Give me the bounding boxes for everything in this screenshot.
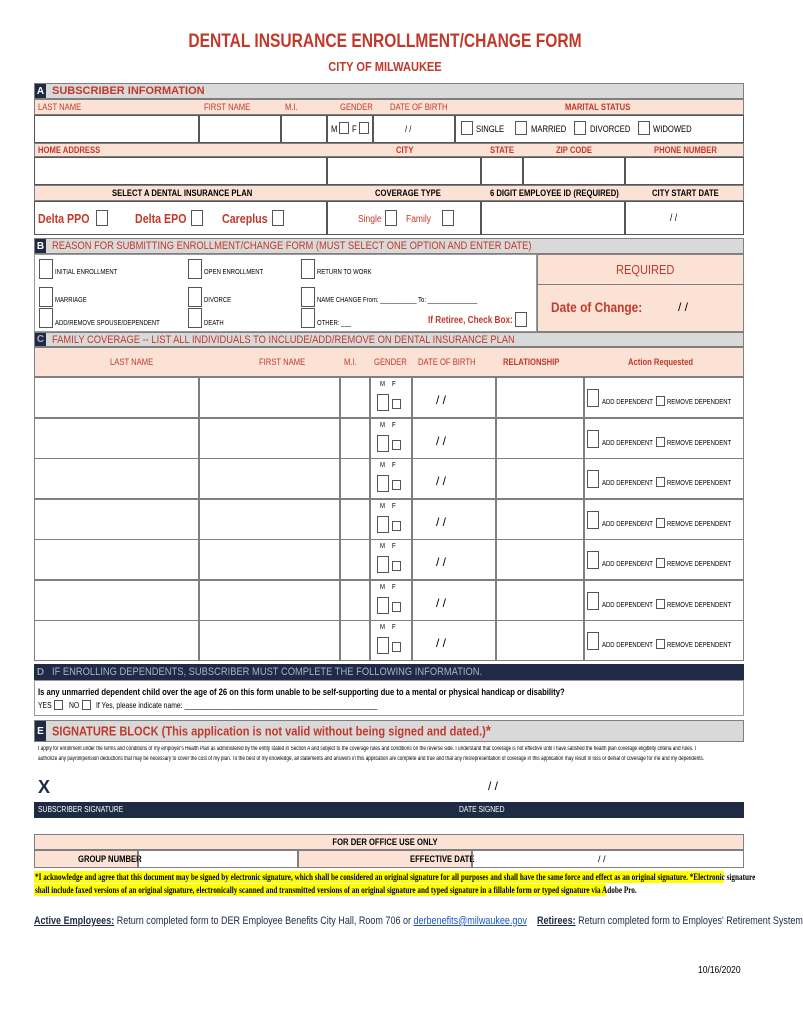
last-name-label: LAST NAME: [38, 102, 82, 112]
divorce-label: DIVORCE: [204, 297, 232, 304]
dep-gender-f-checkbox[interactable]: [392, 399, 401, 409]
authorization-line-2: authorize any payroll/pension deductions that may be necessary to cover the cost of my plan. To the best of my knowledge, all statements and answers in this application are complete and true and that any misrepresentation of coverage in this application may result in loss or denial of coverage for me and my dependents.: [38, 756, 705, 762]
if-yes-name-field[interactable]: If Yes, please indicate name: ___________________________________________________: [96, 701, 378, 710]
dep-gender-m-checkbox[interactable]: [377, 516, 389, 533]
dep-last-name-field[interactable]: [34, 539, 199, 580]
date-of-change-label: Date of Change:: [551, 299, 643, 315]
dep-last-name-field[interactable]: [34, 418, 199, 459]
section-c-header: [34, 332, 744, 347]
gender-label: GENDER: [340, 102, 373, 112]
dep-dob-field[interactable]: [412, 499, 496, 540]
date-signed-slashes[interactable]: / /: [488, 779, 499, 793]
authorization-line-1: I apply for enrollment under the terms and conditions of my employer's Health Plan as administered by the entity stated in Section A and subject to the coverage rules and conditions on the reverse side. I understand that coverage is not effective until I have satisfied the health plan coverage eligibility criteria and rules. I: [38, 746, 696, 752]
yes-checkbox[interactable]: [54, 700, 63, 710]
remove-dependent-checkbox[interactable]: [656, 518, 665, 528]
remove-dependent-label: REMOVE DEPENDENT: [667, 440, 732, 447]
form-subtitle: CITY OF MILWAUKEE: [328, 59, 442, 74]
section-c-title: FAMILY COVERAGE -- LIST ALL INDIVIDUALS TO INCLUDE/ADD/REMOVE ON DENTAL INSURANCE PLAN: [52, 333, 515, 346]
dep-gender-m-label: M: [380, 462, 385, 469]
section-d-letter: D: [36, 666, 45, 678]
required-label: REQUIRED: [616, 262, 675, 277]
dep-gender-m-checkbox[interactable]: [377, 435, 389, 452]
retiree-checkbox[interactable]: [515, 312, 527, 327]
dep-mi-field[interactable]: [340, 377, 370, 418]
disability-question-area: [34, 680, 744, 716]
state-field[interactable]: [481, 157, 523, 185]
no-checkbox[interactable]: [82, 700, 91, 710]
dep-dob-slashes: / /: [436, 555, 447, 569]
home-address-field[interactable]: [34, 157, 327, 185]
remove-dependent-label: REMOVE DEPENDENT: [667, 561, 732, 568]
dep-dob-slashes: / /: [436, 474, 447, 488]
dep-first-name-header: FIRST NAME: [259, 357, 306, 367]
signature-label-bar: [34, 802, 744, 818]
add-dependent-checkbox[interactable]: [587, 551, 599, 569]
notice-line-2: shall include faxed versions of an original signature, electronically scanned and transmitted versions of an original signature and typed signature in a fillable form or typed signature via Adobe Pro.: [35, 885, 637, 895]
dep-mi-field[interactable]: [340, 458, 370, 499]
dep-gender-f-checkbox[interactable]: [392, 480, 401, 490]
dep-gender-m-label: M: [380, 584, 385, 591]
dep-dob-field[interactable]: [412, 418, 496, 459]
city-label: CITY: [396, 145, 414, 155]
delta-ppo-label: Delta PPO: [38, 211, 90, 226]
add-dependent-label: ADD DEPENDENT: [602, 521, 653, 528]
dep-relationship-field[interactable]: [496, 377, 584, 418]
dep-dob-slashes: / /: [436, 515, 447, 529]
add-dependent-label: ADD DEPENDENT: [602, 602, 653, 609]
name-change-checkbox[interactable]: [301, 287, 315, 307]
dep-gender-m-checkbox[interactable]: [377, 597, 389, 614]
dep-dob-field[interactable]: [412, 377, 496, 418]
active-employees-text: Return completed form to DER Employee Benefits City Hall, Room 706 or: [114, 915, 414, 927]
dep-gender-f-checkbox[interactable]: [392, 440, 401, 450]
divorced-label: DIVORCED: [590, 124, 631, 134]
gender-m-label: M: [331, 124, 338, 134]
home-address-label: HOME ADDRESS: [38, 145, 101, 155]
disability-question: Is any unmarried dependent child over the age of 26 on this form unable to be self-supporting due to a mental or physical handicap or disability?: [38, 687, 565, 697]
dep-gender-m-label: M: [380, 503, 385, 510]
divorce-checkbox[interactable]: [188, 287, 202, 307]
coverage-type-label: COVERAGE TYPE: [375, 188, 441, 198]
gender-f-label: F: [352, 124, 357, 134]
section-e-header: [34, 720, 744, 742]
retirees-label: Retirees:: [536, 915, 576, 927]
dep-dob-field[interactable]: [412, 539, 496, 580]
family-coverage-label: Family: [406, 214, 432, 225]
initial-enrollment-label: INITIAL ENROLLMENT: [55, 269, 118, 276]
dep-relationship-field[interactable]: [496, 458, 584, 499]
dep-gender-f-label: F: [392, 543, 396, 550]
dep-last-name-field[interactable]: [34, 499, 199, 540]
effective-date-field[interactable]: [472, 850, 744, 868]
date-signed-label: DATE SIGNED: [459, 805, 505, 814]
add-dependent-checkbox[interactable]: [587, 389, 599, 407]
active-employees-label: Active Employees:: [34, 915, 115, 927]
dep-gender-m-checkbox[interactable]: [377, 556, 389, 573]
dep-gender-f-label: F: [392, 624, 396, 631]
section-a-letter: A: [36, 85, 45, 97]
remove-dependent-checkbox[interactable]: [656, 477, 665, 487]
dob-slashes: / /: [405, 124, 412, 134]
section-e-title-text: SIGNATURE BLOCK (This application is not valid without being signed and dated.): [52, 723, 486, 739]
add-remove-spouse-label: ADD/REMOVE SPOUSE/DEPENDENT: [55, 320, 160, 327]
dep-first-name-field[interactable]: [199, 539, 340, 580]
marital-status-label: MARITAL STATUS: [565, 102, 631, 112]
dep-relationship-field[interactable]: [496, 418, 584, 459]
subscriber-signature-field[interactable]: [56, 780, 452, 802]
dep-relationship-field[interactable]: [496, 580, 584, 621]
mi-field[interactable]: [281, 115, 327, 143]
dep-mi-field[interactable]: [340, 539, 370, 580]
add-dependent-checkbox[interactable]: [587, 592, 599, 610]
dob-field[interactable]: [373, 115, 455, 143]
dep-relationship-field[interactable]: [496, 620, 584, 661]
form-revision-date: 10/16/2020: [698, 965, 741, 976]
remove-dependent-label: REMOVE DEPENDENT: [667, 642, 732, 649]
widowed-checkbox[interactable]: [638, 121, 650, 135]
address-label-strip: [34, 143, 744, 157]
remove-dependent-label: REMOVE DEPENDENT: [667, 480, 732, 487]
single-coverage-label: Single: [358, 214, 382, 225]
dep-mi-field[interactable]: [340, 580, 370, 621]
married-checkbox[interactable]: [515, 121, 527, 135]
zip-label: ZIP CODE: [556, 145, 592, 155]
add-dependent-label: ADD DEPENDENT: [602, 642, 653, 649]
dob-label: DATE OF BIRTH: [390, 102, 448, 112]
gender-m-checkbox[interactable]: [339, 122, 349, 134]
section-a-header: [34, 83, 744, 99]
name-change-label: NAME CHANGE From: ___________ To: _______________: [317, 297, 478, 304]
dep-last-name-field[interactable]: [34, 377, 199, 418]
dep-dob-field[interactable]: [412, 620, 496, 661]
section-b-header: [34, 238, 744, 254]
coverage-type-cell: [327, 201, 481, 235]
dep-gender-f-checkbox[interactable]: [392, 602, 401, 612]
remove-dependent-checkbox[interactable]: [656, 639, 665, 649]
marriage-checkbox[interactable]: [39, 287, 53, 307]
dep-gender-m-label: M: [380, 422, 385, 429]
dep-last-name-field[interactable]: [34, 620, 199, 661]
dep-first-name-field[interactable]: [199, 377, 340, 418]
section-a-label-strip: [34, 99, 744, 115]
dep-last-name-header: LAST NAME: [110, 357, 154, 367]
effective-date-label: EFFECTIVE DATE: [410, 854, 475, 864]
mi-label: M.I.: [285, 102, 298, 112]
careplus-checkbox[interactable]: [272, 210, 284, 226]
dep-dob-header: DATE OF BIRTH: [418, 357, 476, 367]
marriage-label: MARRIAGE: [55, 297, 87, 304]
section-b-letter: B: [36, 240, 45, 252]
dep-relationship-header: RELATIONSHIP: [503, 357, 560, 367]
gender-f-checkbox[interactable]: [359, 122, 369, 134]
family-coverage-checkbox[interactable]: [442, 210, 454, 226]
date-of-change-slashes[interactable]: / /: [678, 300, 689, 314]
add-dependent-checkbox[interactable]: [587, 511, 599, 529]
dep-action-header: Action Requested: [628, 357, 694, 367]
single-coverage-checkbox[interactable]: [385, 210, 397, 226]
open-enrollment-checkbox[interactable]: [188, 259, 202, 279]
dep-gender-m-checkbox[interactable]: [377, 394, 389, 411]
remove-dependent-checkbox[interactable]: [656, 599, 665, 609]
add-dependent-checkbox[interactable]: [587, 470, 599, 488]
delta-epo-checkbox[interactable]: [191, 210, 203, 226]
dep-first-name-field[interactable]: [199, 418, 340, 459]
return-to-work-checkbox[interactable]: [301, 259, 315, 279]
employee-id-field[interactable]: [481, 201, 625, 235]
widowed-label: WIDOWED: [653, 124, 692, 134]
open-enrollment-label: OPEN ENROLLMENT: [204, 269, 264, 276]
subscriber-signature-label: SUBSCRIBER SIGNATURE: [38, 805, 124, 814]
dep-first-name-field[interactable]: [199, 580, 340, 621]
remove-dependent-label: REMOVE DEPENDENT: [667, 399, 732, 406]
city-start-slashes: / /: [670, 213, 678, 224]
section-d-title: IF ENROLLING DEPENDENTS, SUBSCRIBER MUST COMPLETE THE FOLLOWING INFORMATION.: [52, 666, 483, 678]
select-plan-label: SELECT A DENTAL INSURANCE PLAN: [112, 188, 253, 198]
dep-last-name-field[interactable]: [34, 458, 199, 499]
remove-dependent-label: REMOVE DEPENDENT: [667, 521, 732, 528]
dep-dob-slashes: / /: [436, 393, 447, 407]
city-start-date-field[interactable]: [625, 201, 744, 235]
dep-mi-field[interactable]: [340, 499, 370, 540]
add-remove-spouse-checkbox[interactable]: [39, 308, 53, 328]
first-name-label: FIRST NAME: [204, 102, 251, 112]
dep-first-name-field[interactable]: [199, 620, 340, 661]
dep-dob-slashes: / /: [436, 596, 447, 610]
section-e-asterisk: *: [485, 722, 491, 740]
dep-gender-f-checkbox[interactable]: [392, 642, 401, 652]
date-of-change-divider: [537, 284, 744, 285]
death-label: DEATH: [204, 320, 224, 327]
add-dependent-label: ADD DEPENDENT: [602, 561, 653, 568]
add-dependent-checkbox[interactable]: [587, 430, 599, 448]
section-b-title: REASON FOR SUBMITTING ENROLLMENT/CHANGE FORM (MUST SELECT ONE OPTION AND ENTER DATE): [52, 240, 532, 252]
signature-x-mark: X: [38, 777, 51, 797]
dep-mi-field[interactable]: [340, 418, 370, 459]
initial-enrollment-checkbox[interactable]: [39, 259, 53, 279]
dep-dob-field[interactable]: [412, 580, 496, 621]
delta-ppo-checkbox[interactable]: [96, 210, 108, 226]
remove-dependent-checkbox[interactable]: [656, 558, 665, 568]
married-label: MARRIED: [531, 124, 567, 134]
retiree-label: If Retiree, Check Box:: [428, 315, 513, 326]
no-label: NO: [69, 701, 80, 710]
dep-gender-f-label: F: [392, 462, 396, 469]
remove-dependent-checkbox[interactable]: [656, 396, 665, 406]
divorced-checkbox[interactable]: [574, 121, 586, 135]
dep-gender-m-checkbox[interactable]: [377, 637, 389, 654]
dep-first-name-field[interactable]: [199, 499, 340, 540]
zip-field[interactable]: [523, 157, 625, 185]
delta-epo-label: Delta EPO: [135, 211, 187, 226]
dep-gender-f-label: F: [392, 422, 396, 429]
dep-gender-f-label: F: [392, 381, 396, 388]
dep-dob-slashes: / /: [436, 636, 447, 650]
dep-gender-f-checkbox[interactable]: [392, 561, 401, 571]
careplus-label: Careplus: [222, 211, 268, 226]
footer-instructions: [34, 916, 803, 927]
add-dependent-label: ADD DEPENDENT: [602, 440, 653, 447]
first-name-field[interactable]: [199, 115, 281, 143]
yes-label: YES: [38, 701, 52, 710]
dep-gender-m-label: M: [380, 624, 385, 631]
state-label: STATE: [490, 145, 514, 155]
effective-date-slashes: / /: [598, 854, 606, 864]
notice-line-1: *I acknowledge and agree that this document may be signed by electronic signature, which shall be considered an original signature for all purposes and shall have the same force and effect as an original signature. *Electronic signature: [35, 872, 756, 882]
group-number-label: GROUP NUMBER: [78, 854, 142, 864]
dep-dob-slashes: / /: [436, 434, 447, 448]
dep-first-name-field[interactable]: [199, 458, 340, 499]
remove-dependent-checkbox[interactable]: [656, 437, 665, 447]
benefits-email-link[interactable]: derbenefits@milwaukee.gov: [413, 915, 527, 927]
dep-mi-field[interactable]: [340, 620, 370, 661]
other-label: OTHER: ___: [317, 320, 352, 327]
dep-gender-m-label: M: [380, 543, 385, 550]
dep-relationship-field[interactable]: [496, 539, 584, 580]
add-dependent-label: ADD DEPENDENT: [602, 480, 653, 487]
dep-gender-m-checkbox[interactable]: [377, 475, 389, 492]
add-dependent-checkbox[interactable]: [587, 632, 599, 650]
phone-field[interactable]: [625, 157, 744, 185]
city-field[interactable]: [327, 157, 481, 185]
section-e-title: [52, 723, 491, 740]
section-e-letter: E: [35, 721, 46, 741]
single-checkbox[interactable]: [461, 121, 473, 135]
return-to-work-label: RETURN TO WORK: [317, 269, 372, 276]
employee-id-label: 6 DIGIT EMPLOYEE ID (REQUIRED): [490, 188, 619, 198]
remove-dependent-label: REMOVE DEPENDENT: [667, 602, 732, 609]
dep-gender-f-label: F: [392, 503, 396, 510]
dep-gender-m-label: M: [380, 381, 385, 388]
other-checkbox[interactable]: [301, 308, 315, 328]
section-d-header: [34, 664, 744, 680]
dep-dob-field[interactable]: [412, 458, 496, 499]
dep-last-name-field[interactable]: [34, 580, 199, 621]
city-start-date-label: CITY START DATE: [652, 188, 719, 198]
phone-label: PHONE NUMBER: [654, 145, 717, 155]
dep-gender-f-checkbox[interactable]: [392, 521, 401, 531]
dep-gender-header: GENDER: [374, 357, 407, 367]
last-name-field[interactable]: [34, 115, 199, 143]
form-title: DENTAL INSURANCE ENROLLMENT/CHANGE FORM: [188, 31, 582, 52]
death-checkbox[interactable]: [188, 308, 202, 328]
add-dependent-label: ADD DEPENDENT: [602, 399, 653, 406]
office-use-title: FOR DER OFFICE USE ONLY: [332, 837, 438, 847]
group-number-field[interactable]: [138, 850, 298, 868]
retirees-text: Return completed form to Employes' Retirement System: [575, 915, 803, 927]
section-c-letter: C: [36, 334, 45, 345]
section-a-title: SUBSCRIBER INFORMATION: [52, 85, 205, 97]
dep-relationship-field[interactable]: [496, 499, 584, 540]
single-label: SINGLE: [476, 124, 505, 134]
dep-gender-f-label: F: [392, 584, 396, 591]
dep-mi-header: M.I.: [344, 357, 357, 367]
